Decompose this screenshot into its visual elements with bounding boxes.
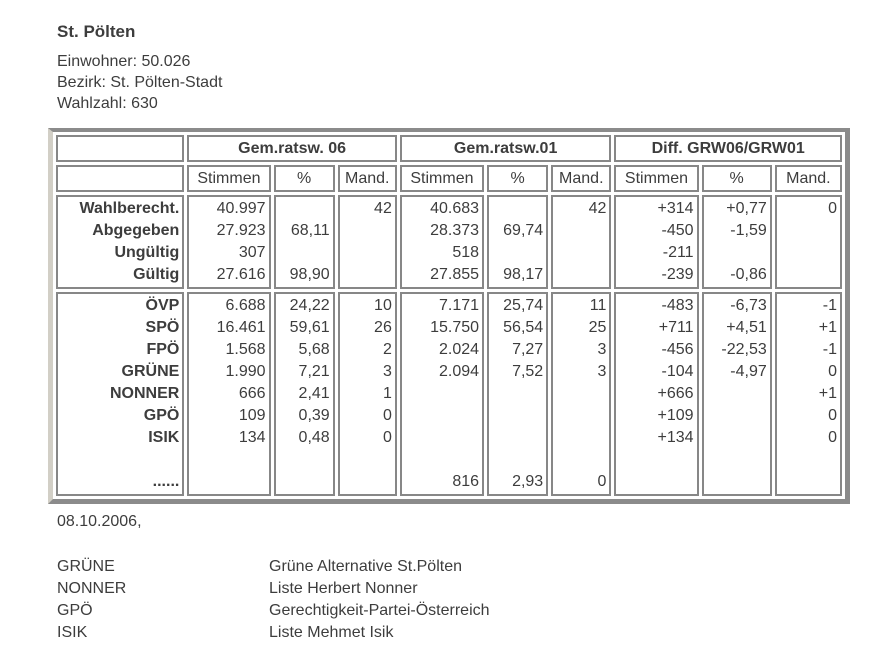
value-cell: 0 bbox=[828, 363, 837, 380]
value-cell bbox=[707, 471, 767, 493]
legend-name: Gerechtigkeit-Partei-Österreich bbox=[269, 602, 490, 619]
value-cell: 42 bbox=[588, 200, 607, 217]
value-cell: 0,39 bbox=[298, 407, 330, 424]
value-cell bbox=[707, 449, 767, 471]
value-cell bbox=[192, 471, 265, 493]
value-cell: 69,74 bbox=[503, 222, 544, 239]
value-cell: 59,61 bbox=[289, 319, 330, 336]
value-cell bbox=[780, 264, 837, 286]
results-table-body bbox=[56, 135, 842, 496]
value-column-8-block-1 bbox=[775, 292, 842, 496]
value-cell: -483 bbox=[661, 297, 694, 314]
group-header-1: Gem.ratsw.01 bbox=[400, 135, 612, 162]
subheader-cell-8: Mand. bbox=[775, 165, 842, 192]
legend-code: GPÖ bbox=[57, 602, 93, 619]
subheader-cell-1: % bbox=[274, 165, 335, 192]
value-cell bbox=[405, 427, 479, 449]
subheader-cell-3: Stimmen bbox=[400, 165, 484, 192]
subheader-cell-6: Stimmen bbox=[614, 165, 698, 192]
value-cell bbox=[192, 449, 265, 471]
value-cell: 27.616 bbox=[216, 266, 266, 283]
value-column-6-block-1 bbox=[614, 292, 698, 496]
subheader-cell-5: Mand. bbox=[551, 165, 611, 192]
value-cell: -0,86 bbox=[730, 266, 767, 283]
value-cell: +666 bbox=[657, 385, 694, 402]
group-header-0: Gem.ratsw. 06 bbox=[187, 135, 397, 162]
info-einwohner: Einwohner: 50.026 bbox=[57, 53, 191, 70]
value-cell: 25 bbox=[588, 319, 607, 336]
value-cell: 26 bbox=[374, 319, 392, 336]
value-cell bbox=[405, 405, 479, 427]
row-labels-block-0 bbox=[56, 195, 184, 289]
value-cell: 68,11 bbox=[290, 222, 330, 239]
value-cell: 7,21 bbox=[298, 363, 330, 380]
value-cell bbox=[492, 405, 543, 427]
value-cell bbox=[556, 220, 606, 242]
value-cell: 307 bbox=[238, 244, 266, 261]
legend-code: ISIK bbox=[57, 624, 88, 641]
subheader-cell-7: % bbox=[702, 165, 772, 192]
value-cell bbox=[556, 264, 606, 286]
value-cell: 2,41 bbox=[298, 385, 330, 402]
value-cell: 666 bbox=[238, 385, 266, 402]
value-cell: 2 bbox=[382, 341, 392, 358]
value-cell: 518 bbox=[452, 244, 480, 261]
group-header-row bbox=[56, 135, 842, 162]
row-labels-block-1 bbox=[56, 292, 184, 496]
value-cell bbox=[556, 449, 606, 471]
value-cell bbox=[556, 427, 606, 449]
value-column-4-block-1 bbox=[487, 292, 548, 496]
value-cell bbox=[556, 242, 606, 264]
value-cell bbox=[343, 264, 392, 286]
legend-code: NONNER bbox=[57, 580, 127, 597]
row-label: Abgegeben bbox=[92, 222, 180, 239]
value-cell bbox=[492, 427, 543, 449]
value-cell bbox=[780, 449, 837, 471]
value-cell: 98,90 bbox=[289, 266, 330, 283]
value-cell bbox=[492, 198, 543, 220]
subheader-cell-2: Mand. bbox=[338, 165, 397, 192]
value-cell: 27.923 bbox=[216, 222, 266, 239]
value-cell bbox=[279, 449, 330, 471]
group-header-2: Diff. GRW06/GRW01 bbox=[614, 135, 842, 162]
value-cell: 7,52 bbox=[512, 363, 544, 380]
value-cell: -104 bbox=[661, 363, 694, 380]
value-cell bbox=[492, 383, 543, 405]
value-cell bbox=[492, 242, 543, 264]
value-cell: 16.461 bbox=[216, 319, 266, 336]
row-label: GRÜNE bbox=[121, 363, 180, 380]
row-label bbox=[61, 449, 179, 471]
row-label: Wahlberecht. bbox=[79, 200, 180, 217]
value-cell: -239 bbox=[661, 266, 694, 283]
value-cell bbox=[343, 220, 392, 242]
value-cell: -456 bbox=[661, 341, 694, 358]
value-column-5-block-1 bbox=[551, 292, 611, 496]
value-cell: -4,97 bbox=[730, 363, 767, 380]
value-cell: 98,17 bbox=[503, 266, 544, 283]
legend-code: GRÜNE bbox=[57, 558, 115, 575]
data-block-0 bbox=[56, 195, 842, 289]
value-column-0-block-0 bbox=[187, 195, 270, 289]
data-block-1 bbox=[56, 292, 842, 496]
date-line: 08.10.2006, bbox=[57, 513, 142, 530]
value-cell: 1.990 bbox=[225, 363, 266, 380]
value-cell: 0,48 bbox=[298, 429, 330, 446]
value-cell: +711 bbox=[658, 319, 694, 336]
value-cell: -1,59 bbox=[730, 222, 767, 239]
value-cell: 25,74 bbox=[503, 297, 544, 314]
value-column-4-block-0 bbox=[487, 195, 548, 289]
value-cell: 1 bbox=[382, 385, 392, 402]
value-cell: -1 bbox=[822, 341, 837, 358]
subheader-row bbox=[56, 165, 842, 192]
value-cell bbox=[707, 427, 767, 449]
info-block bbox=[57, 51, 880, 114]
value-cell: +1 bbox=[818, 319, 837, 336]
value-cell bbox=[343, 449, 392, 471]
value-cell: 28.373 bbox=[430, 222, 480, 239]
value-cell: -1 bbox=[822, 297, 837, 314]
value-cell: 40.683 bbox=[430, 200, 480, 217]
value-cell: 3 bbox=[597, 341, 607, 358]
value-cell bbox=[343, 471, 392, 493]
value-cell: -6,73 bbox=[730, 297, 767, 314]
info-wahlzahl: Wahlzahl: 630 bbox=[57, 95, 158, 112]
value-cell bbox=[707, 405, 767, 427]
value-cell bbox=[780, 220, 837, 242]
value-cell: 40.997 bbox=[216, 200, 266, 217]
row-label: NONNER bbox=[109, 385, 180, 402]
value-cell: 0 bbox=[828, 200, 837, 217]
value-cell: 816 bbox=[452, 473, 480, 490]
value-column-2-block-1 bbox=[338, 292, 397, 496]
value-cell bbox=[492, 449, 543, 471]
value-column-0-block-1 bbox=[187, 292, 270, 496]
value-cell: 0 bbox=[382, 429, 392, 446]
value-column-3-block-1 bbox=[400, 292, 484, 496]
value-cell bbox=[279, 198, 330, 220]
row-label: FPÖ bbox=[146, 341, 180, 358]
value-cell: 7.171 bbox=[439, 297, 480, 314]
value-cell: 11 bbox=[589, 297, 607, 314]
value-cell bbox=[556, 405, 606, 427]
value-cell: +4,51 bbox=[726, 319, 767, 336]
value-cell: 15.750 bbox=[430, 319, 480, 336]
value-cell: 24,22 bbox=[289, 297, 330, 314]
value-cell: +314 bbox=[657, 200, 694, 217]
subheader-cell-0: Stimmen bbox=[187, 165, 270, 192]
value-cell: -22,53 bbox=[721, 341, 767, 358]
value-cell: +1 bbox=[818, 385, 837, 402]
value-cell: -450 bbox=[661, 222, 694, 239]
corner-cell bbox=[56, 135, 184, 162]
legend-row-NONNER bbox=[57, 578, 880, 600]
page-title: St. Pölten bbox=[57, 22, 136, 41]
value-cell bbox=[619, 449, 693, 471]
value-cell: 3 bbox=[597, 363, 607, 380]
value-cell: 0 bbox=[828, 407, 837, 424]
value-cell bbox=[780, 242, 837, 264]
legend-row-ISIK bbox=[57, 622, 880, 644]
value-column-5-block-0 bbox=[551, 195, 611, 289]
value-cell: 3 bbox=[382, 363, 392, 380]
legend-row-GRÜNE bbox=[57, 556, 880, 578]
value-cell bbox=[279, 471, 330, 493]
value-column-3-block-0 bbox=[400, 195, 484, 289]
value-cell: 6.688 bbox=[225, 297, 266, 314]
value-cell bbox=[405, 449, 479, 471]
value-cell: 0 bbox=[828, 429, 837, 446]
legend-name: Liste Herbert Nonner bbox=[269, 580, 418, 597]
subheader-cell-4: % bbox=[487, 165, 548, 192]
value-cell: 134 bbox=[238, 429, 266, 446]
row-label: ÖVP bbox=[145, 297, 180, 314]
value-cell: 2,93 bbox=[512, 473, 544, 490]
row-label: ...... bbox=[152, 473, 180, 490]
value-cell bbox=[405, 383, 479, 405]
value-cell: 0 bbox=[382, 407, 392, 424]
value-column-2-block-0 bbox=[338, 195, 397, 289]
value-cell: 0 bbox=[597, 473, 607, 490]
row-label: Gültig bbox=[133, 266, 180, 283]
value-cell bbox=[619, 471, 693, 493]
value-cell: 42 bbox=[374, 200, 392, 217]
value-cell: +134 bbox=[657, 429, 694, 446]
value-cell bbox=[780, 471, 837, 493]
value-cell: 2.024 bbox=[439, 341, 480, 358]
info-bezirk: Bezirk: St. Pölten-Stadt bbox=[57, 74, 223, 91]
value-column-1-block-1 bbox=[274, 292, 335, 496]
results-table bbox=[48, 128, 850, 504]
value-cell: 109 bbox=[238, 407, 266, 424]
row-label: SPÖ bbox=[145, 319, 180, 336]
value-column-8-block-0 bbox=[775, 195, 842, 289]
value-cell bbox=[707, 383, 767, 405]
value-cell: -211 bbox=[662, 244, 694, 261]
value-cell: +0,77 bbox=[726, 200, 767, 217]
value-cell: 56,54 bbox=[503, 319, 544, 336]
value-column-1-block-0 bbox=[274, 195, 335, 289]
value-cell: 7,27 bbox=[512, 341, 544, 358]
row-label: ISIK bbox=[148, 429, 180, 446]
legend-name: Liste Mehmet Isik bbox=[269, 624, 394, 641]
value-cell bbox=[279, 242, 330, 264]
value-cell: 5,68 bbox=[298, 341, 330, 358]
value-column-7-block-0 bbox=[702, 195, 772, 289]
legend bbox=[57, 556, 880, 644]
corner-cell bbox=[56, 165, 184, 192]
row-label: GPÖ bbox=[143, 407, 180, 424]
row-label: Ungültig bbox=[114, 244, 180, 261]
value-cell: 2.094 bbox=[439, 363, 480, 380]
value-cell bbox=[556, 383, 606, 405]
value-column-7-block-1 bbox=[702, 292, 772, 496]
value-cell: 10 bbox=[374, 297, 392, 314]
legend-name: Grüne Alternative St.Pölten bbox=[269, 558, 462, 575]
value-cell: +109 bbox=[657, 407, 694, 424]
value-column-6-block-0 bbox=[614, 195, 698, 289]
legend-row-GPÖ bbox=[57, 600, 880, 622]
value-cell: 1.568 bbox=[225, 341, 266, 358]
value-cell bbox=[707, 242, 767, 264]
value-cell: 27.855 bbox=[430, 266, 480, 283]
value-cell bbox=[343, 242, 392, 264]
